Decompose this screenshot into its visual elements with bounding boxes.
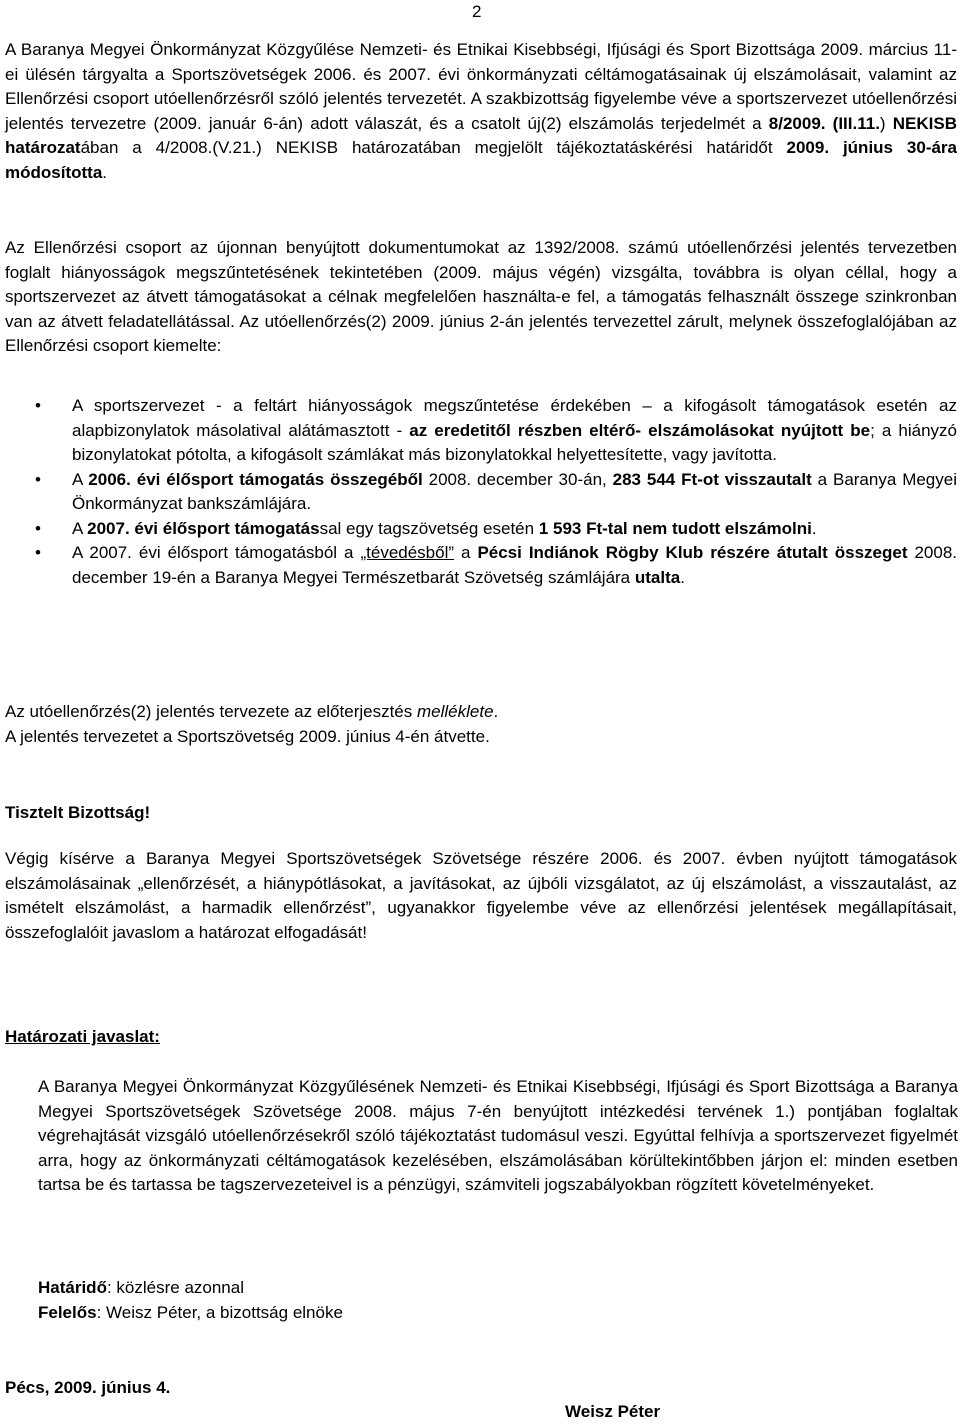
deadline-line: Határidő: közlésre azonnal — [38, 1278, 244, 1297]
bullet-icon: • — [35, 518, 41, 538]
bullet-icon: • — [35, 469, 41, 489]
intro-paragraph: A Baranya Megyei Önkormányzat Közgyűlése Nemzeti- és Etnikai Kisebbségi, Ifjúsági és Sport Bizottsága 2009. március 11-ei ülésén tárgyalta a Sportszövetségek 2006. és 2007. évi önkormányzati céltámogatásainak új elszámolásait, valamint az Ellenőrzési csoport utóellenőrzésről szóló jelentés tervezetét. A szakbizottság figyelembe véve a sportszervezet utóellenőrzési jelentés tervezetre (2009. január 6-án) adott válaszát, és a csatolt új(2) elszámolás terjedelmét a 8/2009. (III.11.) NEKISB határozatában a 4/2008.(V.21.) NEKISB határozatában megjelölt tájékoztatáskérési határidőt 2009. június 30-ára módosította. — [5, 40, 957, 182]
proposal-heading: Határozati javaslat: — [5, 1027, 160, 1046]
list-item: • A 2007. évi élősport támogatással egy tagszövetség esetén 1 593 Ft-tal nem tudott elszámolni. — [0, 517, 957, 542]
salutation: Tisztelt Bizottság! — [5, 803, 151, 822]
responsible-line: Felelős: Weisz Péter, a bizottság elnöke — [38, 1303, 343, 1322]
proposal-paragraph: A Baranya Megyei Önkormányzat Közgyűlésének Nemzeti- és Etnikai Kisebbségi, Ifjúsági és Sport Bizottsága a Baranya Megyei Sportszövetségek Szövetsége 2008. május 7-én benyújtott intézkedési tervének 1.) pontjában foglaltak végrehajtását vizsgáló utóellenőrzésekről szóló tájékoztatást tudomásul veszi. Egyúttal felhívja a sportszervezet figyelmét arra, hogy az önkormányzati céltámogatások kezelésében, elszámolásában körültekintőbben járjon el: minden esetben tartsa be és tartassa be tagszervezeteivel is a pénzügyi, számviteli jogszabályokban rögzített követelményeket. — [38, 1077, 958, 1194]
page-number: 2 — [472, 2, 482, 21]
bullet-icon: • — [35, 396, 41, 415]
place-date: Pécs, 2009. június 4. — [5, 1378, 171, 1397]
bullet-icon: • — [35, 543, 41, 562]
signatory-name: Weisz Péter — [565, 1402, 661, 1421]
list-item: • A sportszervezet - a feltárt hiányosságok megszűntetése érdekében – a kifogásolt támogatások esetén az alapbizonylatok másolatival alátámasztott - az eredetitől részben eltérő- elszámolásokat nyújtott be; a hiányzó bizonylatokat pótolta, a kifogásolt számlákat más bizonylatokkal helyettesítette, vagy javította. — [35, 396, 957, 464]
list-item: • A 2006. évi élősport támogatás összegéből 2008. december 30-án, 283 544 Ft-ot visszautalt a Baranya Megyei Önkormányzat bankszámlájára. — [35, 469, 957, 513]
received-note: A jelentés tervezetet a Sportszövetség 2009. június 4-én átvette. — [5, 727, 490, 746]
check-paragraph: Az Ellenőrzési csoport az újonnan benyújtott dokumentumokat az 1392/2008. számú utóellenőrzési jelentés tervezetben foglalt hiányosságok megszűntetésének tekintetében (2009. május végén) vizsgálta, továbbra is olyan céllal, hogy a sportszervezet az átvett támogatásokat a célnak megfelelően használta-e fel, a támogatás felhasznált összege szinkronban van az átvett feladatellátással. Az utóellenőrzés(2) 2009. június 2-án jelentés tervezettel zárult, melynek összefoglalójában az Ellenőrzési csoport kiemelte: — [5, 238, 957, 355]
annex-note: Az utóellenőrzés(2) jelentés tervezete az előterjesztés melléklete. — [5, 702, 499, 721]
list-item: • A 2007. évi élősport támogatásból a „tévedésből” a Pécsi Indiánok Rögby Klub részére átutalt összeget 2008. december 19-én a Baranya Megyei Természetbarát Szövetség számlájára utalta. — [35, 543, 958, 587]
request-paragraph: Végig kísérve a Baranya Megyei Sportszövetségek Szövetsége részére 2006. és 2007. évben nyújtott támogatások elszámolásainak „ellenőrzését, a hiánypótlásokat, a javításokat, az újbóli vizsgálatot, az új elszámolást, a visszautalást, az ismételt elszámolást, a harmadik ellenőrzést”, ugyanakkor figyelembe véve az ellenőrzési jelentések megállapításait, összefoglalóit javaslom a határozat elfogadását! — [5, 849, 957, 942]
findings-list — [0, 394, 960, 590]
